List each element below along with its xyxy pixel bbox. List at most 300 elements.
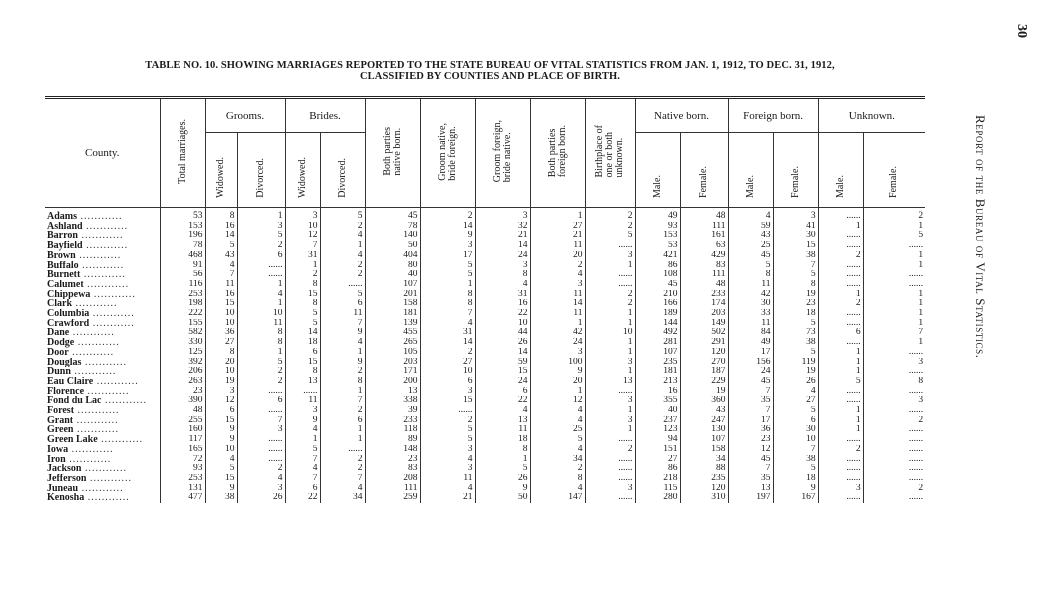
table-cell: 24 <box>475 251 530 261</box>
table-cell: 2 <box>420 348 475 358</box>
table-cell: 6 <box>320 416 365 426</box>
table-cell: 56 <box>160 270 205 280</box>
table-cell: 2 <box>285 270 320 280</box>
table-cell: 8 <box>320 377 365 387</box>
table-cell: 3 <box>773 208 818 222</box>
table-cell: 1 <box>863 290 925 300</box>
table-cell: ...... <box>818 493 863 503</box>
table-cell: 35 <box>728 474 773 484</box>
table-cell: 15 <box>285 358 320 368</box>
table-cell: 3 <box>585 416 635 426</box>
table-cell: 107 <box>635 348 680 358</box>
county-name <box>45 231 160 241</box>
table-cell: 14 <box>530 299 585 309</box>
dot-leader: ............ <box>89 309 135 319</box>
table-cell: 1 <box>320 425 365 435</box>
table-cell: 1 <box>237 280 285 290</box>
table-cell: 5 <box>420 261 475 271</box>
table-cell: 14 <box>285 328 320 338</box>
table-cell: 89 <box>365 435 420 445</box>
table-cell: 40 <box>365 270 420 280</box>
table-cell: 235 <box>680 474 728 484</box>
table-cell: 88 <box>680 464 728 474</box>
table-cell: 9 <box>285 416 320 426</box>
table-cell: 1 <box>320 387 365 397</box>
table-cell: 6 <box>475 387 530 397</box>
table-cell: 1 <box>863 319 925 329</box>
table-cell: 36 <box>728 425 773 435</box>
dot-leader: ............ <box>89 318 135 329</box>
table-cell: 5 <box>530 435 585 445</box>
table-cell: 1 <box>585 319 635 329</box>
dot-leader: ............ <box>97 435 144 445</box>
county-name <box>45 348 160 358</box>
table-cell: 17 <box>728 416 773 426</box>
table-cell: 10 <box>205 445 237 455</box>
dot-leader: ............ <box>68 444 114 455</box>
table-cell: 5 <box>237 231 285 241</box>
county-name-text: Clark <box>47 299 72 310</box>
county-name <box>45 208 160 222</box>
table-cell: 7 <box>320 474 365 484</box>
county-name-text: Crawford <box>47 318 90 329</box>
table-cell: 24 <box>728 367 773 377</box>
table-cell: ...... <box>818 338 863 348</box>
table-cell: 8 <box>205 348 237 358</box>
table-cell: 9 <box>530 367 585 377</box>
table-cell: 5 <box>773 348 818 358</box>
table-cell: 50 <box>365 241 420 251</box>
table-cell: 12 <box>205 396 237 406</box>
table-cell: 107 <box>365 280 420 290</box>
table-cell: 13 <box>285 377 320 387</box>
table-cell: 23 <box>365 455 420 465</box>
table-row <box>45 328 925 338</box>
table-cell: 2 <box>320 455 365 465</box>
table-cell: 7 <box>773 445 818 455</box>
table-cell: 208 <box>365 474 420 484</box>
table-row <box>45 416 925 426</box>
table-cell: 455 <box>365 328 420 338</box>
table-cell: ...... <box>585 474 635 484</box>
table-cell: 3 <box>475 261 530 271</box>
table-cell: 4 <box>320 484 365 494</box>
table-cell: 22 <box>475 396 530 406</box>
table-cell: 91 <box>160 261 205 271</box>
table-cell: 9 <box>320 358 365 368</box>
table-cell: 39 <box>365 406 420 416</box>
table-cell: ...... <box>237 270 285 280</box>
table-cell: 1 <box>818 416 863 426</box>
table-cell: 8 <box>420 299 475 309</box>
unknown-female-header: Female. <box>863 133 925 208</box>
table-cell: 1 <box>585 338 635 348</box>
table-cell: 280 <box>635 493 680 503</box>
table-cell: 187 <box>680 367 728 377</box>
table-cell: ...... <box>863 280 925 290</box>
table-cell: 229 <box>680 377 728 387</box>
county-name-text: Brown <box>47 250 76 261</box>
table-cell: 4 <box>728 208 773 222</box>
table-cell: 338 <box>365 396 420 406</box>
table-cell: 196 <box>160 231 205 241</box>
table-cell: 582 <box>160 328 205 338</box>
table-cell: 147 <box>530 493 585 503</box>
table-cell: ...... <box>818 474 863 484</box>
table-cell: 4 <box>320 338 365 348</box>
table-cell: 43 <box>205 251 237 261</box>
table-cell: 1 <box>585 261 635 271</box>
table-cell: 38 <box>773 455 818 465</box>
table-cell: 5 <box>237 358 285 368</box>
county-name-text: Fond du Lac <box>47 396 102 407</box>
table-cell: 33 <box>728 309 773 319</box>
table-cell: 32 <box>475 222 530 232</box>
table-title-line-1: TABLE NO. 10. SHOWING MARRIAGES REPORTED TO THE STATE BUREAU OF VITAL STATISTICS FROM JAN. 1, 1912, TO DEC. 31, 1912, <box>145 60 835 71</box>
county-name-text: Florence <box>47 386 85 397</box>
table-cell: 270 <box>680 358 728 368</box>
table-cell: 19 <box>773 290 818 300</box>
county-name-text: Burnett <box>47 270 81 280</box>
table-cell: 4 <box>285 464 320 474</box>
table-cell: 27 <box>530 222 585 232</box>
table-cell: 7 <box>728 406 773 416</box>
table-cell: 1 <box>530 319 585 329</box>
county-name <box>45 358 160 368</box>
table-cell: 5 <box>773 270 818 280</box>
table-cell: 3 <box>863 396 925 406</box>
table-cell: 48 <box>160 406 205 416</box>
county-name <box>45 445 160 455</box>
table-cell: 42 <box>530 328 585 338</box>
table-cell: 15 <box>205 299 237 309</box>
table-cell: 2 <box>818 445 863 455</box>
table-cell: 8 <box>475 445 530 455</box>
table-cell: 13 <box>475 416 530 426</box>
county-name-text: Bayfield <box>47 241 83 251</box>
table-cell: 151 <box>635 445 680 455</box>
table-cell: 4 <box>320 251 365 261</box>
county-name-text: Dodge <box>47 338 75 348</box>
table-cell: 43 <box>680 406 728 416</box>
table-cell: 1 <box>585 348 635 358</box>
table-cell: 14 <box>420 338 475 348</box>
table-cell: 2 <box>320 406 365 416</box>
table-cell: 155 <box>160 319 205 329</box>
table-cell: 34 <box>320 493 365 503</box>
table-cell: 22 <box>285 493 320 503</box>
table-cell: ...... <box>818 231 863 241</box>
table-cell: 166 <box>635 299 680 309</box>
table-cell: 253 <box>160 474 205 484</box>
table-cell: 1 <box>818 367 863 377</box>
table-cell: 171 <box>365 367 420 377</box>
table-cell: 198 <box>160 299 205 309</box>
county-name <box>45 455 160 465</box>
dot-leader: ............ <box>68 347 115 358</box>
table-cell: 3 <box>285 208 320 222</box>
table-cell: 26 <box>475 474 530 484</box>
table-cell: 8 <box>285 280 320 290</box>
table-cell: 218 <box>635 474 680 484</box>
table-cell: 16 <box>205 290 237 300</box>
table-cell: 2 <box>237 464 285 474</box>
table-cell: 1 <box>585 309 635 319</box>
county-name <box>45 241 160 251</box>
table-cell: 213 <box>635 377 680 387</box>
table-cell: 10 <box>237 309 285 319</box>
county-name-text: Ashland <box>47 221 83 232</box>
table-cell: 86 <box>635 261 680 271</box>
table-cell: 3 <box>530 280 585 290</box>
county-name <box>45 309 160 319</box>
table-cell: 5 <box>420 270 475 280</box>
table-cell: 247 <box>680 416 728 426</box>
table-cell: 3 <box>420 464 475 474</box>
table-row <box>45 474 925 484</box>
table-cell: 35 <box>728 396 773 406</box>
table-cell: 11 <box>530 241 585 251</box>
dot-leader: ............ <box>73 425 119 436</box>
table-cell: 108 <box>635 270 680 280</box>
table-cell: 15 <box>475 367 530 377</box>
county-name-text: Eau Claire <box>47 376 94 387</box>
table-cell: 8 <box>205 208 237 222</box>
table-cell: ...... <box>863 241 925 251</box>
county-name <box>45 406 160 416</box>
table-cell: 83 <box>365 464 420 474</box>
table-cell: 3 <box>475 208 530 222</box>
table-cell: ...... <box>818 435 863 445</box>
table-cell: 233 <box>680 290 728 300</box>
table-cell: ...... <box>818 280 863 290</box>
table-cell: 3 <box>420 241 475 251</box>
dot-leader: ............ <box>72 299 118 310</box>
table-cell: 263 <box>160 377 205 387</box>
table-cell: 84 <box>728 328 773 338</box>
table-cell: 23 <box>773 299 818 309</box>
table-cell: 502 <box>680 328 728 338</box>
county-name-text: Kenosha <box>47 493 85 504</box>
table-cell: 1 <box>320 241 365 251</box>
table-row <box>45 261 925 271</box>
county-name <box>45 290 160 300</box>
table-cell: 153 <box>160 222 205 232</box>
table-cell: 7 <box>728 387 773 397</box>
table-cell: 5 <box>320 208 365 222</box>
table-cell: 255 <box>160 416 205 426</box>
table-cell: 9 <box>205 484 237 494</box>
table-cell: 26 <box>475 338 530 348</box>
table-cell: 45 <box>728 455 773 465</box>
table-cell: 5 <box>863 231 925 241</box>
table-cell: 27 <box>773 396 818 406</box>
table-cell: ...... <box>818 241 863 251</box>
table-cell: ...... <box>863 445 925 455</box>
table-row <box>45 377 925 387</box>
table-cell: 203 <box>680 309 728 319</box>
table-cell: 11 <box>320 309 365 319</box>
table-cell: ...... <box>818 309 863 319</box>
table-cell: 38 <box>205 493 237 503</box>
table-cell: 16 <box>635 387 680 397</box>
dot-leader: ............ <box>65 454 112 465</box>
table-cell: 18 <box>773 474 818 484</box>
table-cell: 11 <box>285 396 320 406</box>
table-row <box>45 367 925 377</box>
table-row <box>45 493 925 503</box>
table-row <box>45 299 925 309</box>
table-cell: 421 <box>635 251 680 261</box>
table-cell: 3 <box>585 484 635 494</box>
table-cell: 2 <box>420 416 475 426</box>
table-cell: 206 <box>160 367 205 377</box>
table-cell: 8 <box>420 290 475 300</box>
table-cell: 86 <box>635 464 680 474</box>
table-row <box>45 358 925 368</box>
table-cell: 15 <box>205 416 237 426</box>
table-cell: 9 <box>773 484 818 494</box>
table-cell: 1 <box>818 406 863 416</box>
table-cell: 3 <box>585 358 635 368</box>
county-name <box>45 251 160 261</box>
table-cell: 34 <box>530 455 585 465</box>
table-cell: 6 <box>205 406 237 416</box>
table-cell: 14 <box>475 348 530 358</box>
table-title-line-2: CLASSIFIED BY COUNTIES AND PLACE OF BIRTH. <box>359 71 621 82</box>
table-row <box>45 231 925 241</box>
table-cell: 125 <box>160 348 205 358</box>
table-cell: 115 <box>635 484 680 494</box>
dot-leader: ............ <box>81 464 127 474</box>
table-header <box>45 99 925 208</box>
table-cell: ...... <box>863 406 925 416</box>
table-row <box>45 484 925 494</box>
table-cell: 12 <box>285 231 320 241</box>
county-name-text: Green <box>47 425 74 436</box>
table-cell: ...... <box>818 455 863 465</box>
table-cell: 10 <box>585 328 635 338</box>
table-cell: 21 <box>420 493 475 503</box>
table-cell: ...... <box>237 406 285 416</box>
table-cell: 5 <box>773 464 818 474</box>
unknown-header: Unknown. <box>818 99 925 133</box>
county-name-text: Calumet <box>47 279 84 290</box>
table-cell: ...... <box>863 474 925 484</box>
table-cell: 5 <box>773 319 818 329</box>
table-cell: 4 <box>237 290 285 300</box>
table-cell: 83 <box>680 261 728 271</box>
table-cell: ...... <box>818 396 863 406</box>
table-cell: 25 <box>530 425 585 435</box>
table-cell: 167 <box>773 493 818 503</box>
groom-foreign-bride-native-header: Groom foreign, bride native. <box>475 99 530 208</box>
table-cell: 7 <box>285 241 320 251</box>
table-cell: 6 <box>237 251 285 261</box>
dot-leader: ............ <box>93 376 139 387</box>
table-cell: 13 <box>585 377 635 387</box>
table-cell: 165 <box>160 445 205 455</box>
table-cell: 111 <box>365 484 420 494</box>
both-native-header: Both parties native born. <box>365 99 420 208</box>
table-cell: 107 <box>680 435 728 445</box>
table-cell: 2 <box>585 222 635 232</box>
table-cell: ...... <box>863 270 925 280</box>
table-cell: 4 <box>285 425 320 435</box>
table-cell: 48 <box>680 280 728 290</box>
table-cell: 3 <box>818 484 863 494</box>
table-cell: 1 <box>863 338 925 348</box>
table-cell: 131 <box>160 484 205 494</box>
table-cell: 7 <box>420 309 475 319</box>
table-cell: 2 <box>585 299 635 309</box>
table-cell: 140 <box>365 231 420 241</box>
table-cell: 158 <box>680 445 728 455</box>
table-cell: 10 <box>205 309 237 319</box>
table-cell: 5 <box>285 319 320 329</box>
grooms-widowed-header: Widowed. <box>205 133 237 208</box>
table-cell: 10 <box>773 435 818 445</box>
table-row <box>45 455 925 465</box>
table-cell: 4 <box>530 484 585 494</box>
foreign-male-header: Male. <box>728 133 773 208</box>
table-cell: 10 <box>205 367 237 377</box>
total-marriages-header: Total marriages. <box>160 99 205 208</box>
table-cell: 45 <box>365 208 420 222</box>
table-cell: 12 <box>728 445 773 455</box>
table-cell: 25 <box>728 241 773 251</box>
county-name <box>45 464 160 474</box>
table-cell: 118 <box>365 425 420 435</box>
table-cell: 6 <box>285 484 320 494</box>
table-cell: 31 <box>285 251 320 261</box>
dot-leader: ............ <box>82 221 129 232</box>
table-cell: 2 <box>585 445 635 455</box>
county-name-text: Chippewa <box>47 289 91 300</box>
table-cell: 237 <box>635 416 680 426</box>
table-row <box>45 406 925 416</box>
table-cell: 7 <box>863 328 925 338</box>
table-cell: 11 <box>728 319 773 329</box>
table-row <box>45 290 925 300</box>
table-cell: 8 <box>728 270 773 280</box>
dot-leader: ............ <box>101 396 147 407</box>
table-cell: 9 <box>475 484 530 494</box>
dot-leader: ............ <box>82 241 129 251</box>
table-cell: 111 <box>680 222 728 232</box>
county-name-text: Douglas <box>47 357 82 368</box>
table-cell: 5 <box>420 425 475 435</box>
table-cell: 189 <box>635 309 680 319</box>
table-cell: 2 <box>320 261 365 271</box>
table-cell: 330 <box>160 338 205 348</box>
county-name <box>45 299 160 309</box>
table-row <box>45 319 925 329</box>
table-cell: 44 <box>475 328 530 338</box>
table-cell: 492 <box>635 328 680 338</box>
county-name-text: Iron <box>47 454 66 465</box>
table-cell: ...... <box>237 387 285 397</box>
table-cell: ...... <box>863 493 925 503</box>
table-cell: 5 <box>585 231 635 241</box>
table-cell: 4 <box>205 261 237 271</box>
foreign-female-header: Female. <box>773 133 818 208</box>
table-cell: 1 <box>818 348 863 358</box>
table-cell: 38 <box>773 251 818 261</box>
table-cell: 5 <box>205 464 237 474</box>
table-cell: 8 <box>285 367 320 377</box>
table-cell: 210 <box>635 290 680 300</box>
